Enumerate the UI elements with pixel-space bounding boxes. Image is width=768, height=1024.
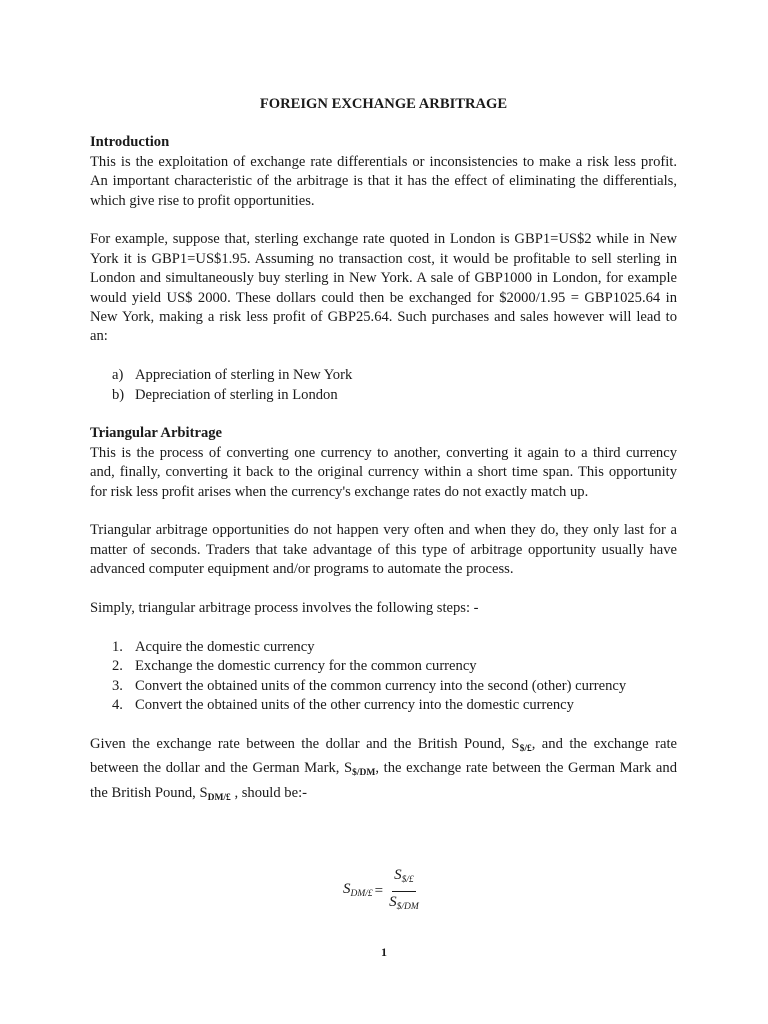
formula-fraction <box>387 866 421 918</box>
list-item: b) Depreciation of sterling in London <box>112 386 338 403</box>
triangular-paragraph-2: Triangular arbitrage opportunities do not happen very often and when they do, they only last for a matter of seconds. Traders that take advantage of this type of arbitrage opportunity usually have advanced computer equipment and/or programs to automate the process. <box>90 522 677 578</box>
formula-lhs: $S_{DM/£}$ <box>343 880 373 899</box>
exchange-rate-formula <box>343 866 421 918</box>
intro-heading: Introduction <box>90 134 170 151</box>
triangular-paragraph-1: This is the process of converting one currency to another, converting it again to a third currency and, finally, converting it back to the original currency within a short time span. This opportunity for risk less profit arises when the currency's exchange rates do not exactly match up. <box>90 444 677 500</box>
triangular-heading: Triangular Arbitrage <box>90 425 223 442</box>
page-content <box>90 95 677 808</box>
formula-numerator: $S_{\$/£}$ <box>392 866 416 892</box>
list-item: 2. Exchange the domestic currency for the common currency <box>112 658 477 675</box>
document-title: FOREIGN EXCHANGE ARBITRAGE <box>259 96 508 112</box>
steps-list <box>90 638 677 716</box>
given-paragraph: Given the exchange rate between the dollar and the British Pound, $S_{\$/£}$, and the exchange rate between the dollar and the German Mark, $S_{\$/DM}$, the exchange rate between the German Mark and the British Pound, $S_{DM/£}$ , should be:- <box>90 735 677 803</box>
intro-paragraph-1: This is the exploitation of exchange rate differentials or inconsistencies to make a risk less profit. An important characteristic of the arbitrage is that it has the effect of eliminating the differentials, which give rise to profit opportunities. <box>90 153 677 209</box>
list-item: 4. Convert the obtained units of the other currency into the domestic currency <box>112 697 574 714</box>
intro-paragraph-2: For example, suppose that, sterling exchange rate quoted in London is GBP1=US$2 while in New York it is GBP1=US$1.95. Assuming no transaction cost, it would be profitable to sell sterling in London and simultaneously buy sterling in New York. A sale of GBP1000 in London, for example would yield US$ 2000. These dollars could then be exchanged for $2000/1.95 = GBP1025.64 in New York, making a risk less profit of GBP25.64. Such purchases and sales however will lead to an: <box>90 231 677 345</box>
list-item: 3. Convert the obtained units of the common currency into the second (other) currency <box>112 677 627 694</box>
triangular-paragraph-3: Simply, triangular arbitrage process involves the following steps: - <box>90 600 479 617</box>
formula-equals: = <box>374 883 384 900</box>
list-item: a) Appreciation of sterling in New York <box>112 367 353 384</box>
intro-list <box>90 366 677 405</box>
list-item: 1. Acquire the domestic currency <box>112 638 315 655</box>
formula-denominator: $S_{\$/DM}$ <box>389 894 419 913</box>
page-number: 1 <box>381 945 387 959</box>
